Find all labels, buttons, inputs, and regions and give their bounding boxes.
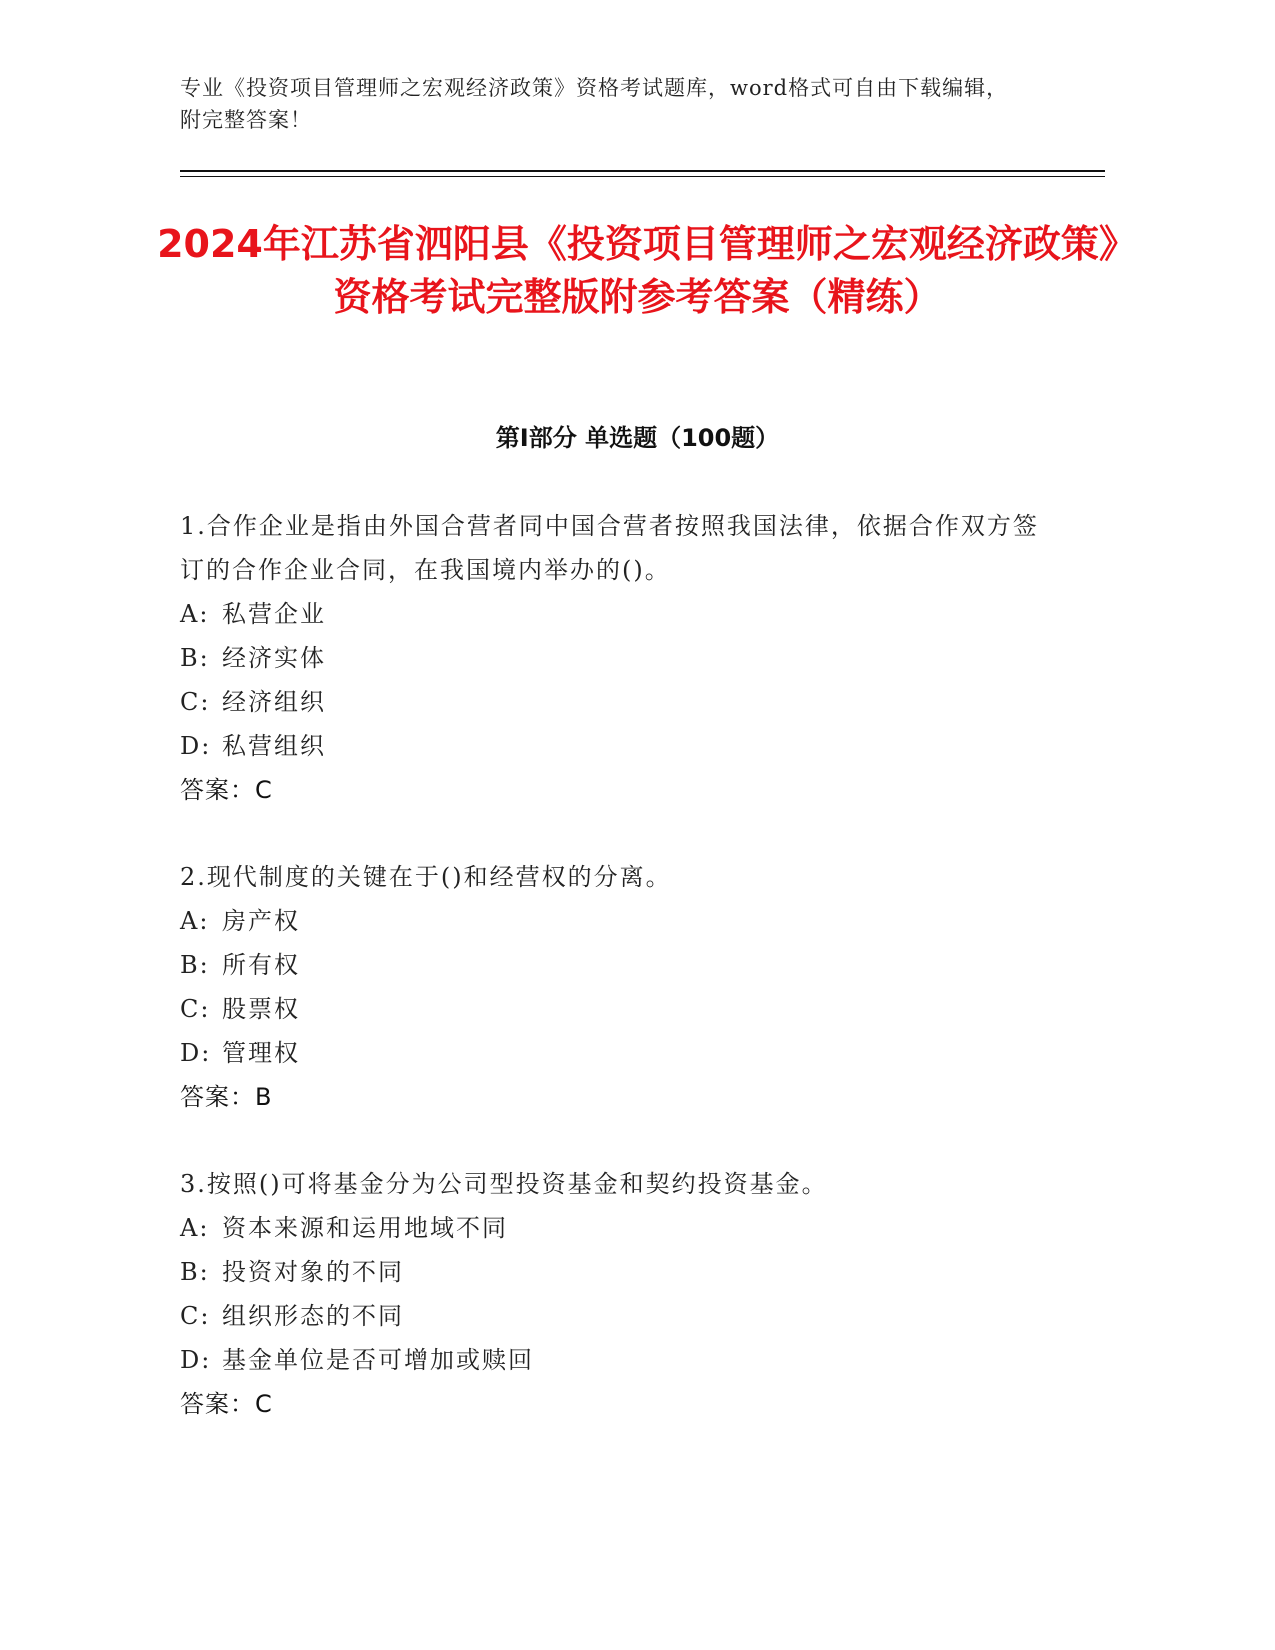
option-key: D: [180, 732, 212, 760]
option-text: 股票权 [222, 995, 300, 1023]
option-key: B: [180, 1258, 210, 1286]
option-key: C: [180, 688, 211, 716]
option-key: B: [180, 644, 210, 672]
option-key: B: [180, 951, 210, 979]
question-3 [180, 1162, 1040, 1426]
option-a [180, 592, 1040, 636]
option-text: 管理权 [222, 1039, 300, 1067]
option-text: 私营企业 [222, 600, 326, 628]
option-text: 房产权 [222, 907, 300, 935]
header-divider-thick [180, 170, 1105, 172]
option-key: A: [180, 907, 210, 935]
option-b [180, 636, 1040, 680]
option-key: D: [180, 1039, 212, 1067]
option-text: 经济组织 [222, 688, 326, 716]
option-c [180, 1294, 1040, 1338]
option-key: D: [180, 1346, 212, 1374]
option-a [180, 1206, 1040, 1250]
header-divider-thin [180, 176, 1105, 177]
option-a [180, 899, 1040, 943]
question-list [180, 504, 1040, 1469]
question-1 [180, 504, 1040, 812]
answer-line: 答案：C [180, 1390, 273, 1418]
option-text: 基金单位是否可增加或赎回 [222, 1346, 534, 1374]
option-text: 私营组织 [222, 732, 326, 760]
option-d [180, 1031, 1040, 1075]
answer-line: 答案：C [180, 776, 273, 804]
option-text: 所有权 [222, 951, 300, 979]
question-stem: 3.按照()可将基金分为公司型投资基金和契约投资基金。 [180, 1170, 828, 1198]
answer-line: 答案：B [180, 1083, 273, 1111]
option-c [180, 680, 1040, 724]
section-title: 第Ⅰ部分 单选题（100题） [495, 424, 780, 452]
option-text: 组织形态的不同 [222, 1302, 404, 1330]
option-text: 经济实体 [222, 644, 326, 672]
option-text: 资本来源和运用地域不同 [222, 1214, 508, 1242]
option-key: C: [180, 995, 211, 1023]
question-stem: 2.现代制度的关键在于()和经营权的分离。 [180, 863, 672, 891]
option-text: 投资对象的不同 [222, 1258, 404, 1286]
option-key: C: [180, 1302, 211, 1330]
option-key: A: [180, 600, 210, 628]
question-2 [180, 855, 1040, 1119]
option-d [180, 724, 1040, 768]
option-d [180, 1338, 1040, 1382]
document-title: 2024年江苏省泗阳县《投资项目管理师之宏观经济政策》资格考试完整版附参考答案（精练） [157, 222, 1118, 319]
header-note: 专业《投资项目管理师之宏观经济政策》资格考试题库，word格式可自由下载编辑，附完整答案！ [180, 76, 1009, 132]
option-b [180, 943, 1040, 987]
option-key: A: [180, 1214, 210, 1242]
option-b [180, 1250, 1040, 1294]
question-stem: 1.合作企业是指由外国合营者同中国合营者按照我国法律，依据合作双方签订的合作企业合同，在我国境内举办的()。 [180, 512, 1039, 584]
option-c [180, 987, 1040, 1031]
